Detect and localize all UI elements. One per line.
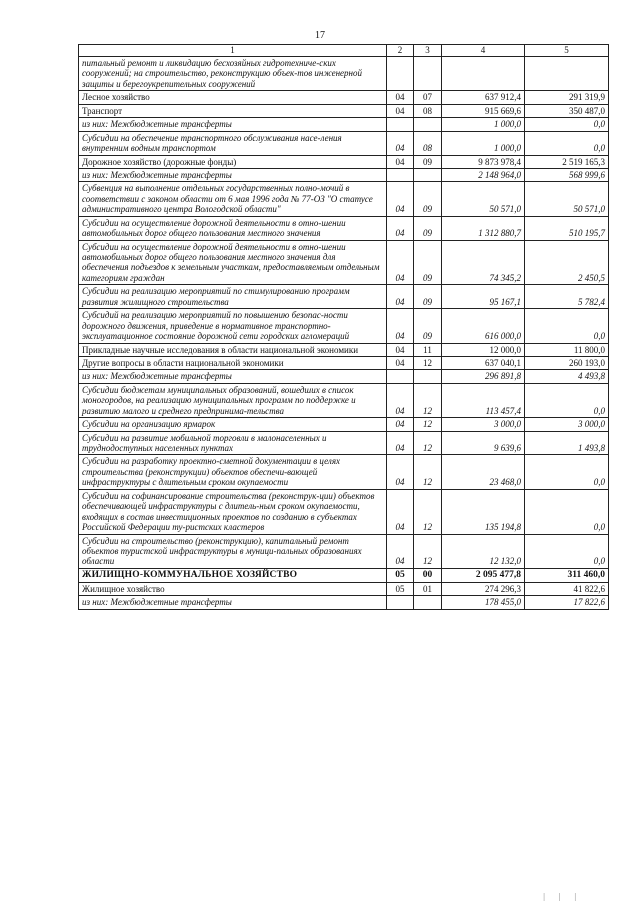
row-section-code <box>387 57 414 91</box>
row-name-cell: Транспорт <box>79 104 387 117</box>
row-subsection-code: 12 <box>414 534 442 568</box>
row-section-code <box>387 596 414 609</box>
row-name-cell: из них: Межбюджетные трансферты <box>79 370 387 383</box>
table-row <box>79 489 609 534</box>
table-row <box>79 455 609 489</box>
row-section-code: 04 <box>387 216 414 240</box>
row-amount-col5: 3 000,0 <box>525 418 609 431</box>
row-section-code: 04 <box>387 91 414 104</box>
row-amount-col5: 350 487,0 <box>525 104 609 117</box>
row-amount-col4: 2 095 477,8 <box>442 568 525 582</box>
row-amount-col5: 0,0 <box>525 118 609 131</box>
row-amount-col4: 637 912,4 <box>442 91 525 104</box>
row-amount-col4: 637 040,1 <box>442 356 525 369</box>
header-col-4: 4 <box>442 45 525 57</box>
row-name-cell: Субсидии на разработку проектно-сметной документации в целях строительства (реконструкции) объектов обеспечи-вающей инфраструктуры с длительным сроком окупаемости <box>79 455 387 489</box>
row-subsection-code: 08 <box>414 104 442 117</box>
row-amount-col4: 95 167,1 <box>442 285 525 309</box>
row-amount-col5: 0,0 <box>525 455 609 489</box>
row-name-cell: Лесное хозяйство <box>79 91 387 104</box>
row-name-cell: ЖИЛИЩНО-КОММУНАЛЬНОЕ ХОЗЯЙСТВО <box>79 568 387 582</box>
row-amount-col4: 915 669,6 <box>442 104 525 117</box>
table-row <box>79 155 609 168</box>
row-subsection-code: 11 <box>414 343 442 356</box>
budget-table <box>78 44 609 610</box>
row-name-cell: Субсидии на развитие мобильной торговли в малонаселенных и труднодоступных населенных пунктах <box>79 431 387 455</box>
row-amount-col5: 311 460,0 <box>525 568 609 582</box>
row-amount-col5: 17 822,6 <box>525 596 609 609</box>
row-subsection-code <box>414 57 442 91</box>
row-amount-col5: 568 999,6 <box>525 168 609 181</box>
row-section-code: 04 <box>387 240 414 285</box>
row-subsection-code <box>414 168 442 181</box>
page-number: 17 <box>315 30 325 41</box>
row-amount-col4: 74 345,2 <box>442 240 525 285</box>
row-amount-col4: 9 639,6 <box>442 431 525 455</box>
header-col-1: 1 <box>79 45 387 57</box>
table-row <box>79 582 609 595</box>
row-amount-col4: 12 132,0 <box>442 534 525 568</box>
row-name-cell: из них: Межбюджетные трансферты <box>79 118 387 131</box>
row-subsection-code: 09 <box>414 182 442 216</box>
row-section-code: 04 <box>387 285 414 309</box>
row-name-cell: Субсидий на реализацию мероприятий по повышению безопас-ности дорожного движения, приведение в нормативное транспортно-эксплуатационное состояние дорожной сети городских агломераций <box>79 309 387 343</box>
table-row <box>79 285 609 309</box>
table-row <box>79 168 609 181</box>
header-col-3: 3 <box>414 45 442 57</box>
row-name-cell: Жилищное хозяйство <box>79 582 387 595</box>
row-amount-col4: 1 000,0 <box>442 131 525 155</box>
table-row <box>79 309 609 343</box>
row-section-code: 04 <box>387 182 414 216</box>
row-amount-col5: 1 493,8 <box>525 431 609 455</box>
row-section-code: 04 <box>387 104 414 117</box>
row-name-cell: из них: Межбюджетные трансферты <box>79 596 387 609</box>
row-amount-col4: 12 000,0 <box>442 343 525 356</box>
row-amount-col4: 50 571,0 <box>442 182 525 216</box>
row-amount-col4: 274 296,3 <box>442 582 525 595</box>
row-section-code <box>387 168 414 181</box>
row-section-code <box>387 370 414 383</box>
table-row <box>79 57 609 91</box>
table-row <box>79 216 609 240</box>
row-name-cell: Прикладные научные исследования в области национальной экономики <box>79 343 387 356</box>
table-row <box>79 568 609 582</box>
row-section-code: 05 <box>387 582 414 595</box>
row-amount-col4 <box>442 57 525 91</box>
row-section-code: 04 <box>387 131 414 155</box>
scan-corner-marks: | | | <box>543 892 582 901</box>
row-subsection-code: 12 <box>414 418 442 431</box>
row-subsection-code: 12 <box>414 383 442 417</box>
table-row <box>79 182 609 216</box>
row-subsection-code: 08 <box>414 131 442 155</box>
row-name-cell: Субсидии на софинансирование строительства (реконструк-ции) объектов обеспечивающей инфраструктуры с длитель-ным сроком окупаемости, входящих в состав инвестиционных проектов по созданию в субъектах Российской Федерации ту-ристских кластеров <box>79 489 387 534</box>
row-amount-col5: 260 193,0 <box>525 356 609 369</box>
row-section-code: 04 <box>387 455 414 489</box>
table-row <box>79 383 609 417</box>
row-subsection-code: 12 <box>414 356 442 369</box>
row-amount-col4: 1 000,0 <box>442 118 525 131</box>
row-subsection-code <box>414 118 442 131</box>
table-row <box>79 240 609 285</box>
row-subsection-code: 00 <box>414 568 442 582</box>
table-row <box>79 131 609 155</box>
row-subsection-code: 12 <box>414 489 442 534</box>
row-subsection-code: 01 <box>414 582 442 595</box>
table-row <box>79 534 609 568</box>
row-subsection-code <box>414 596 442 609</box>
row-section-code: 04 <box>387 356 414 369</box>
row-name-cell: из них: Межбюджетные трансферты <box>79 168 387 181</box>
row-amount-col5: 4 493,8 <box>525 370 609 383</box>
row-amount-col4: 178 455,0 <box>442 596 525 609</box>
table-row <box>79 104 609 117</box>
row-name-cell: Субсидии на обеспечение транспортного обслуживания насе-ления внутренним водным транспортом <box>79 131 387 155</box>
row-section-code: 04 <box>387 383 414 417</box>
row-amount-col5: 0,0 <box>525 489 609 534</box>
row-subsection-code: 09 <box>414 240 442 285</box>
row-section-code <box>387 118 414 131</box>
row-name-cell: Субвенция на выполнение отдельных государственных полно-мочий в соответствии с законом области от 6 мая 1996 года № 77-ОЗ "О статусе административного центра Вологодской области" <box>79 182 387 216</box>
row-amount-col4: 135 194,8 <box>442 489 525 534</box>
row-subsection-code: 09 <box>414 216 442 240</box>
row-name-cell: Дорожное хозяйство (дорожные фонды) <box>79 155 387 168</box>
row-section-code: 04 <box>387 418 414 431</box>
row-amount-col5: 5 782,4 <box>525 285 609 309</box>
row-amount-col4: 23 468,0 <box>442 455 525 489</box>
row-subsection-code: 09 <box>414 309 442 343</box>
row-amount-col5: 0,0 <box>525 383 609 417</box>
table-row <box>79 343 609 356</box>
row-amount-col4: 9 873 978,4 <box>442 155 525 168</box>
row-amount-col5: 291 319,9 <box>525 91 609 104</box>
row-section-code: 04 <box>387 343 414 356</box>
row-amount-col4: 1 312 880,7 <box>442 216 525 240</box>
row-amount-col4: 3 000,0 <box>442 418 525 431</box>
row-name-cell: Субсидии на осуществление дорожной деятельности в отно-шении автомобильных дорог общего пользования местного значения <box>79 216 387 240</box>
row-amount-col5: 41 822,6 <box>525 582 609 595</box>
row-amount-col5: 11 800,0 <box>525 343 609 356</box>
row-name-cell: Субсидии бюджетам муниципальных образований, вошедших в список моногородов, на реализацию муниципальных программ по поддержке и развитию малого и среднего предпринима-тельства <box>79 383 387 417</box>
row-subsection-code: 12 <box>414 431 442 455</box>
row-amount-col5 <box>525 57 609 91</box>
row-amount-col5: 50 571,0 <box>525 182 609 216</box>
row-name-cell: Субсидии на реализацию мероприятий по стимулированию программ развития жилищного строительства <box>79 285 387 309</box>
row-amount-col4: 616 000,0 <box>442 309 525 343</box>
row-name-cell: Субсидии на осуществление дорожной деятельности в отно-шении автомобильных дорог общего пользования местного значения для обеспечения подъездов к земельным участкам, предоставляемым отдельным категориям граждан <box>79 240 387 285</box>
table-row <box>79 418 609 431</box>
table-row <box>79 356 609 369</box>
header-col-5: 5 <box>525 45 609 57</box>
row-amount-col5: 0,0 <box>525 534 609 568</box>
table-body <box>79 57 609 610</box>
row-section-code: 04 <box>387 155 414 168</box>
table-row <box>79 596 609 609</box>
row-subsection-code: 09 <box>414 155 442 168</box>
table-header-row <box>79 45 609 57</box>
row-amount-col4: 2 148 964,0 <box>442 168 525 181</box>
row-amount-col4: 113 457,4 <box>442 383 525 417</box>
header-col-2: 2 <box>387 45 414 57</box>
row-section-code: 04 <box>387 534 414 568</box>
row-amount-col5: 2 519 165,3 <box>525 155 609 168</box>
row-subsection-code <box>414 370 442 383</box>
table-row <box>79 91 609 104</box>
row-amount-col5: 510 195,7 <box>525 216 609 240</box>
row-section-code: 04 <box>387 309 414 343</box>
row-amount-col5: 0,0 <box>525 131 609 155</box>
row-subsection-code: 09 <box>414 285 442 309</box>
row-name-cell: Другие вопросы в области национальной экономики <box>79 356 387 369</box>
row-section-code: 05 <box>387 568 414 582</box>
row-amount-col5: 0,0 <box>525 309 609 343</box>
table-row <box>79 370 609 383</box>
row-name-cell: Субсидии на организацию ярмарок <box>79 418 387 431</box>
table-row <box>79 431 609 455</box>
row-subsection-code: 12 <box>414 455 442 489</box>
table-row <box>79 118 609 131</box>
row-section-code: 04 <box>387 431 414 455</box>
row-section-code: 04 <box>387 489 414 534</box>
row-amount-col4: 296 891,8 <box>442 370 525 383</box>
row-name-cell: питальный ремонт и ликвидацию бесхозяйных гидротехниче-ских сооружений; на строительство, реконструкцию объек-тов инженерной защиты и берегоукрепительных сооружений <box>79 57 387 91</box>
row-subsection-code: 07 <box>414 91 442 104</box>
row-name-cell: Субсидии на строительство (реконструкцию), капитальный ремонт объектов туристской инфраструктуры в муници-пальных образованиях области <box>79 534 387 568</box>
row-amount-col5: 2 450,5 <box>525 240 609 285</box>
